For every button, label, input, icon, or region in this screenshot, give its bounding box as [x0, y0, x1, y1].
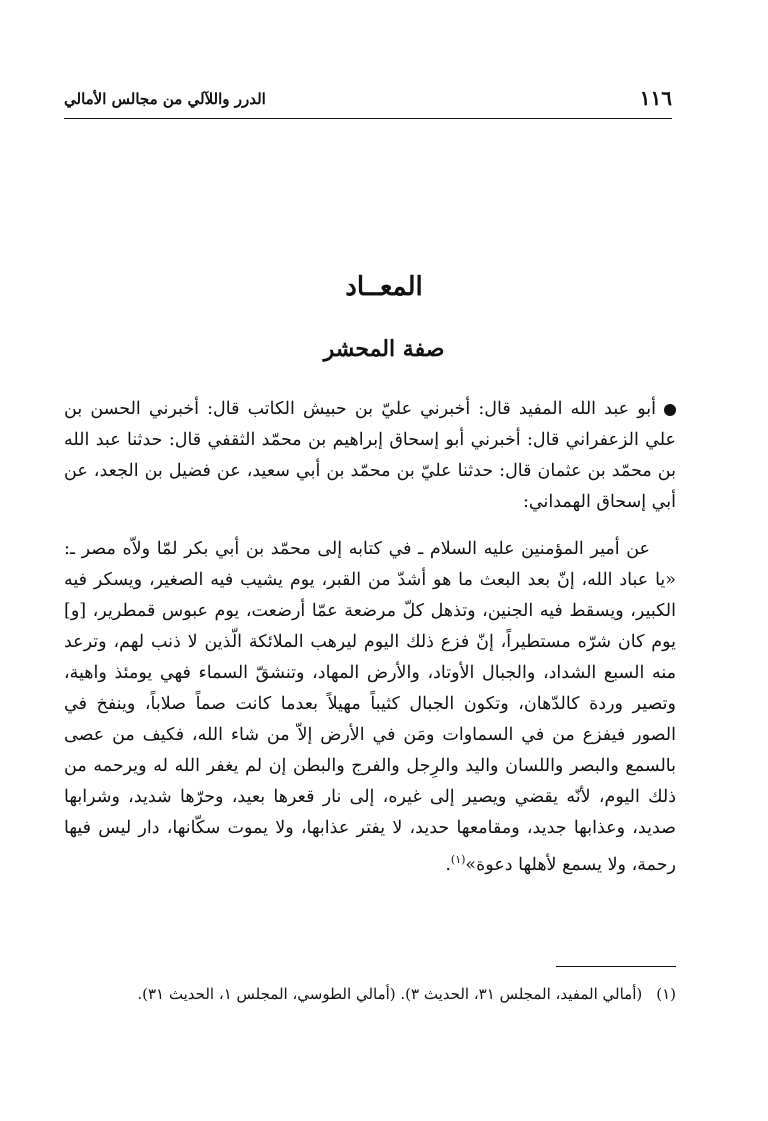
bullet-icon [664, 404, 676, 416]
chapter-title: المعــاد [345, 272, 423, 302]
hadith-paragraph [64, 534, 676, 881]
running-head: الدرر واللآلي من مجالس الأمالي [64, 90, 266, 108]
hadith-text: عن أمير المؤمنين عليه السلام ـ في كتابه إلى محمّد بن أبي بكر لمّا ولاّه مصر ـ: «يا عباد الله، إنّ بعد البعث ما هو أشدّ من القبر، يوم يشيب فيه الصغير، ويسكر فيه الكبير، ويسقط فيه الجنين، وتذهل كلّ مرضعة عمّا أرضعت، يوم عبوس قمطرير، [و] يوم كان شرّه مستطيراً، إنّ فزع ذلك اليوم ليرهب الملائكة الّذين لا ذنب لهم، وترعد منه السبع الشداد، والجبال الأوتاد، والأرض المهاد، وتنشقّ السماء فهي يومئذ واهية، وتصير وردة كالدّهان، وتكون الجبال كثيباً مهيلاً بعدما كانت صماً صلاباً، وينفخ في الصور فيفزع من في السماوات ومَن في الأرض إلاّ من شاء الله، فكيف من عصى بالسمع والبصر واللسان واليد والرِجل والفرج والبطن إن لم يغفر الله له ويرحمه من ذلك اليوم، لأنّه يقضي ويصير إلى غيره، إلى نار قعرها بعيد، وحرّها شديد، وشرابها صديد، وعذابها جديد، ومقامعها حديد، لا يفتر عذابها، ولا يموت سكّانها، دار ليس فيها رحمة، ولا يسمع لأهلها دعوة» [64, 539, 676, 875]
footnote-text: (أمالي المفيد، المجلس ٣١، الحديث ٣). (أمالي الطوسي، المجلس ١، الحديث ٣١). [137, 985, 643, 1003]
isnad-paragraph [64, 394, 676, 518]
section-title: صفة المحشر [323, 336, 445, 362]
footnote [64, 982, 676, 1006]
page-number: ١١٦ [639, 86, 672, 110]
footnote-number: (١) [656, 985, 676, 1003]
footnote-reference[interactable]: (١) [450, 853, 466, 866]
hadith-end: . [445, 854, 451, 875]
footnote-divider [556, 966, 676, 967]
isnad-text: أبو عبد الله المفيد قال: أخبرني عليّ بن حبيش الكاتب قال: أخبرني الحسن بن علي الزعفراني قال: أخبرني أبو إسحاق إبراهيم بن محمّد الثقفي قال: حدثنا عبد الله بن محمّد بن عثمان قال: حدثنا عليّ بن محمّد بن أبي سعيد، عن فضيل بن الجعد، عن أبي إسحاق الهمداني: [64, 399, 676, 512]
page-header [64, 84, 672, 119]
